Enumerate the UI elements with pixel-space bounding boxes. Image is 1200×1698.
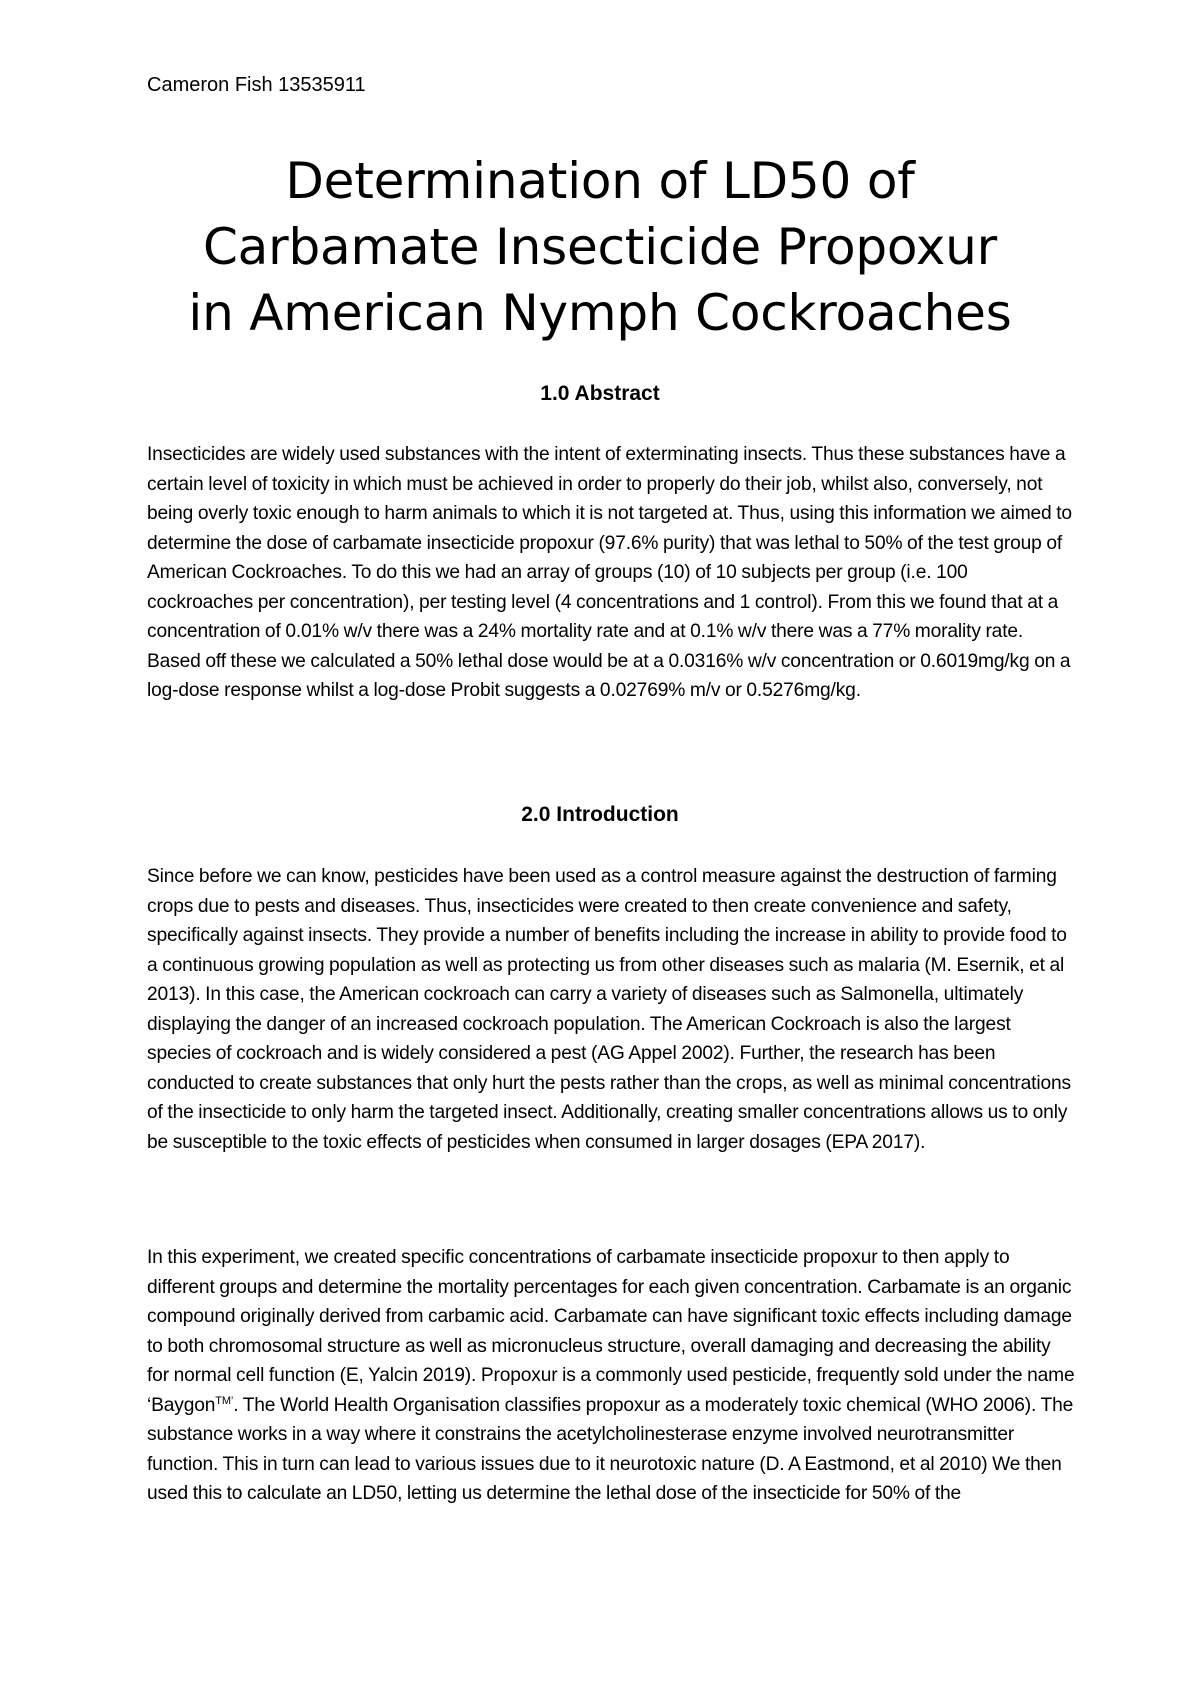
introduction-paragraph-2 — [147, 1243, 1077, 1509]
trademark-superscript: TM’ — [215, 1394, 234, 1407]
document-title — [100, 148, 1100, 346]
abstract-paragraph: Insecticides are widely used substances with the intent of exterminating insects. Thus these substances have a certain level of toxicity in which must be achieved in order to properly do their job, whilst also, conversely, not being overly toxic enough to harm animals to which it is not targeted at. Thus, using this information we aimed to determine the dose of carbamate insecticide propoxur (97.6% purity) that was lethal to 50% of the test group of American Cockroaches. To do this we had an array of groups (10) of 10 subjects per group (i.e. 100 cockroaches per concentration), per testing level (4 concentrations and 1 control). From this we found that at a concentration of 0.01% w/v there was a 24% mortality rate and at 0.1% w/v there was a 77% morality rate. Based off these we calculated a 50% lethal dose would be at a 0.0316% w/v concentration or 0.6019mg/kg on a log-dose response whilst a log-dose Probit suggests a 0.02769% m/v or 0.5276mg/kg. — [147, 444, 1072, 701]
introduction-paragraph-1: Since before we can know, pesticides have been used as a control measure against the destruction of farming crops due to pests and diseases. Thus, insecticides were created to then create convenience and safety, specifically against insects. They provide a number of benefits including the increase in ability to provide food to a continuous growing population as well as protecting us from other diseases such as malaria (M. Esernik, et al 2013). In this case, the American cockroach can carry a variety of diseases such as Salmonella, ultimately displaying the danger of an increased cockroach population. The American Cockroach is also the largest species of cockroach and is widely considered a pest (AG Appel 2002). Further, the research has been conducted to create substances that only hurt the pests rather than the crops, as well as minimal concentrations of the insecticide to only harm the targeted insect. Additionally, creating smaller concentrations allows us to only be susceptible to the toxic effects of pesticides when consumed in larger dosages (EPA 2017). — [147, 866, 1071, 1153]
introduction-heading: 2.0 Introduction — [521, 803, 679, 826]
introduction-paragraph-2-part-1: In this experiment, we created specific concentrations of carbamate insecticide propoxur to then apply to different groups and determine the mortality percentages for each given concentration. Carbamate is an organic compound originally derived from carbamic acid. Carbamate can have significant toxic effects including damage to both chromosomal structure as well as micronucleus structure, overall damaging and decreasing the ability for normal cell function (E, Yalcin 2019). Propoxur is a commonly used pesticide, frequently sold under the name ‘Baygon — [147, 1247, 1075, 1416]
author-line: Cameron Fish 13535911 — [147, 74, 366, 96]
title-line-3: in American Nymph Cockroaches — [188, 284, 1012, 342]
title-line-2: Carbamate Insecticide Propoxur — [202, 218, 998, 276]
abstract-heading: 1.0 Abstract — [540, 382, 660, 405]
introduction-paragraph-2-part-2: . The World Health Organisation classifies propoxur as a moderately toxic chemical (WHO 2006). The substance works in a way where it constrains the acetylcholinesterase enzyme involved neurotransmitter function. This in turn can lead to various issues due to it neurotoxic nature (D. A Eastmond, et al 2010) We then used this to calculate an LD50, letting us determine the lethal dose of the insecticide for 50% of the — [147, 1394, 1074, 1504]
title-line-1: Determination of LD50 of — [285, 152, 915, 210]
